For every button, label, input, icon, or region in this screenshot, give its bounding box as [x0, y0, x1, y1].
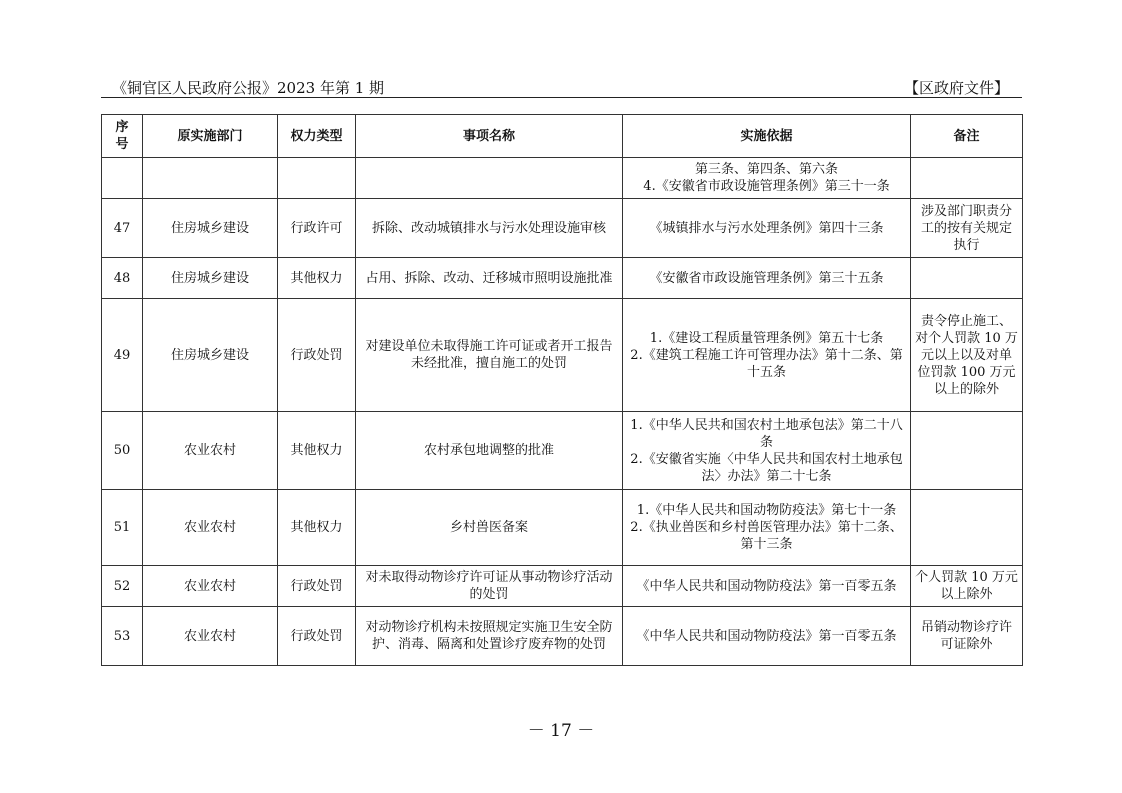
cell-name: 对建设单位未取得施工许可证或者开工报告未经批准，擅自施工的处罚 — [356, 299, 623, 412]
cell-dept: 住房城乡建设 — [143, 299, 278, 412]
basis-line: 1.《建设工程质量管理条例》第五十七条 — [649, 330, 884, 346]
cell-type: 行政处罚 — [278, 607, 356, 666]
table-row — [102, 412, 1023, 490]
cell-basis — [623, 412, 911, 490]
cell-basis — [623, 158, 911, 199]
table-row — [102, 258, 1023, 299]
header-item-name: 事项名称 — [356, 115, 623, 158]
cell-note: 个人罚款 10 万元以上除外 — [911, 566, 1023, 607]
header-serial: 序 号 — [102, 115, 143, 158]
section-label: 【区政府文件】 — [903, 79, 1009, 97]
cell-name: 农村承包地调整的批准 — [356, 412, 623, 490]
cell-no: 48 — [102, 258, 143, 299]
cell-no: 47 — [102, 199, 143, 258]
cell-type: 行政处罚 — [278, 299, 356, 412]
cell-basis — [623, 490, 911, 566]
cell-no: 51 — [102, 490, 143, 566]
cell-note — [911, 158, 1023, 199]
cell-note — [911, 412, 1023, 490]
basis-line: 《城镇排水与污水处理条例》第四十三条 — [649, 220, 884, 236]
basis-line: 4.《安徽省市政设施管理条例》第三十一条 — [643, 179, 890, 194]
cell-no: 50 — [102, 412, 143, 490]
cell-type — [278, 158, 356, 199]
cell-dept: 住房城乡建设 — [143, 199, 278, 258]
table-row — [102, 607, 1023, 666]
table-header-row — [102, 115, 1023, 158]
basis-line: 2.《建筑工程施工许可管理办法》第十二条、第十五条 — [630, 347, 903, 380]
cell-basis — [623, 258, 911, 299]
table-row — [102, 566, 1023, 607]
cell-dept: 农业农村 — [143, 490, 278, 566]
basis-line: 第三条、第四条、第六条 — [694, 162, 838, 177]
header-basis: 实施依据 — [623, 115, 911, 158]
cell-basis — [623, 299, 911, 412]
cell-type: 行政许可 — [278, 199, 356, 258]
cell-type: 行政处罚 — [278, 566, 356, 607]
cell-type: 其他权力 — [278, 490, 356, 566]
cell-name: 对动物诊疗机构未按照规定实施卫生安全防护、消毒、隔离和处置诊疗废弃物的处罚 — [356, 607, 623, 666]
basis-line: 1.《中华人民共和国动物防疫法》第七十一条 — [636, 503, 897, 518]
cell-no — [102, 158, 143, 199]
cell-name: 占用、拆除、改动、迁移城市照明设施批准 — [356, 258, 623, 299]
cell-note — [911, 490, 1023, 566]
cell-note — [911, 258, 1023, 299]
basis-line: 《中华人民共和国动物防疫法》第一百零五条 — [636, 628, 897, 644]
basis-line: 《安徽省市政设施管理条例》第三十五条 — [649, 270, 884, 286]
basis-line: 《中华人民共和国动物防疫法》第一百零五条 — [636, 578, 897, 594]
cell-name: 对未取得动物诊疗许可证从事动物诊疗活动的处罚 — [356, 566, 623, 607]
cell-no: 53 — [102, 607, 143, 666]
cell-basis — [623, 607, 911, 666]
table-row — [102, 490, 1023, 566]
cell-dept: 农业农村 — [143, 412, 278, 490]
cell-note: 涉及部门职责分工的按有关规定执行 — [911, 199, 1023, 258]
page-number: － 17 － — [527, 721, 595, 741]
basis-line: 1.《中华人民共和国农村土地承包法》第二十八条 — [630, 417, 903, 450]
publication-title: 《铜官区人民政府公报》2023 年第 1 期 — [112, 79, 385, 97]
cell-type: 其他权力 — [278, 412, 356, 490]
cell-no: 49 — [102, 299, 143, 412]
header-divider — [101, 97, 1022, 98]
cell-name: 拆除、改动城镇排水与污水处理设施审核 — [356, 199, 623, 258]
table-row-continuation — [102, 158, 1023, 199]
cell-no: 52 — [102, 566, 143, 607]
cell-type: 其他权力 — [278, 258, 356, 299]
cell-dept: 住房城乡建设 — [143, 258, 278, 299]
cell-basis — [623, 199, 911, 258]
cell-dept: 农业农村 — [143, 566, 278, 607]
header-department: 原实施部门 — [143, 115, 278, 158]
basis-line: 2.《执业兽医和乡村兽医管理办法》第十二条、第十三条 — [630, 520, 903, 552]
cell-note: 责令停止施工、对个人罚款 10 万元以上以及对单位罚款 100 万元以上的除外 — [911, 299, 1023, 412]
power-list-table — [101, 114, 1023, 666]
cell-note: 吊销动物诊疗许可证除外 — [911, 607, 1023, 666]
cell-dept — [143, 158, 278, 199]
cell-name — [356, 158, 623, 199]
cell-dept: 农业农村 — [143, 607, 278, 666]
table-row — [102, 199, 1023, 258]
header-note: 备注 — [911, 115, 1023, 158]
cell-name: 乡村兽医备案 — [356, 490, 623, 566]
basis-line: 2.《安徽省实施〈中华人民共和国农村土地承包法〉办法》第二十七条 — [630, 451, 903, 484]
header-power-type: 权力类型 — [278, 115, 356, 158]
cell-basis — [623, 566, 911, 607]
table-row — [102, 299, 1023, 412]
